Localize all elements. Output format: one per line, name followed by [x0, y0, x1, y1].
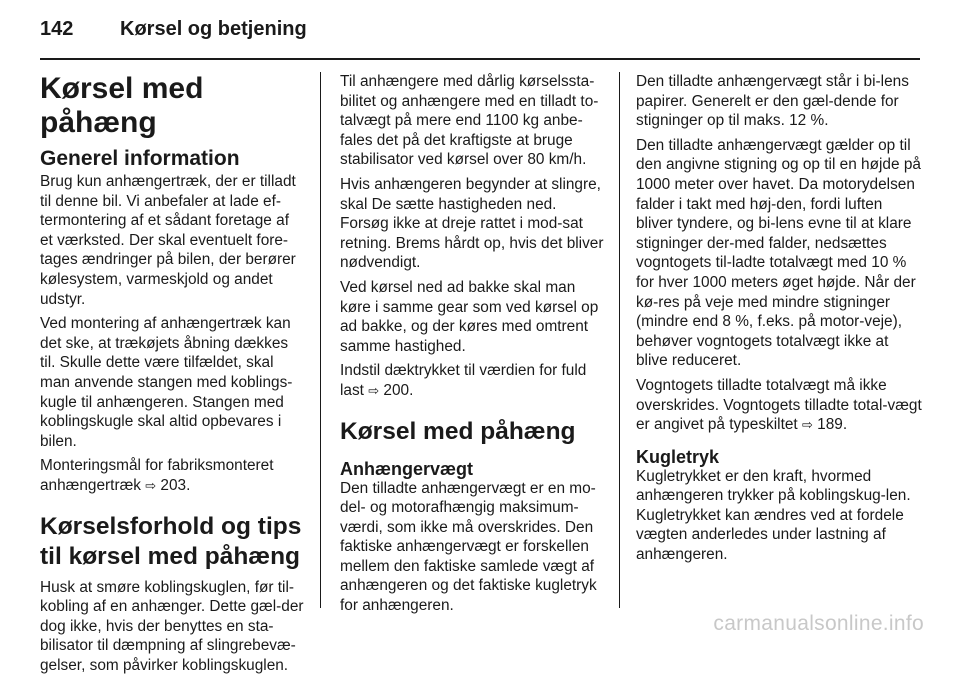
paragraph: Husk at smøre koblingskuglen, før til-kobling af en anhænger. Dette gæl-der dog ikke, hvis der benyttes en sta-bilisator til dæmpning af slingrebevæ-gelser, som påvirker koblingskuglen.: [40, 578, 304, 674]
paragraph: Ved montering af anhængertræk kan det ske, at trækøjets åbning dækkes til. Skulle dette være tilfældet, skal man anvende stangen med koblings-kugle til anhængeren. Stangen med koblingskugle skal altid opbevares i bilen.: [40, 315, 293, 450]
watermark: carmanualsonline.info: [713, 612, 924, 635]
subsection-title: Anhængervægt: [340, 458, 474, 479]
page-reference-arrow-icon: ⇨: [801, 417, 813, 433]
column-3: [636, 72, 922, 570]
column-divider-1: [320, 72, 321, 608]
paragraph-with-reference: [636, 376, 922, 435]
page-reference[interactable]: 200.: [383, 381, 414, 399]
paragraph-text: Indstil dæktrykket til værdien for fuld last: [340, 362, 587, 399]
column-divider-2: [619, 72, 620, 608]
paragraph: Til anhængere med dårlig kørselssta-bilitet og anhængere med en tilladt to-talvægt på mere end 1100 kg anbe-fales det på det kraftigste at bruge stabilisator ved kørsel over 80 km/h.: [340, 73, 599, 169]
column-2: [340, 72, 606, 621]
subsection-title: Generel information: [40, 147, 240, 170]
page-reference[interactable]: 203.: [160, 476, 191, 494]
paragraph: Hvis anhængeren begynder at slingre, skal De sætte hastigheden ned. Forsøg ikke at dreje rattet i mod-sat retning. Brems hårdt op, hvis det bliver nødvendigt.: [340, 175, 604, 272]
page-reference-arrow-icon: ⇨: [368, 382, 380, 398]
page-header: [40, 14, 920, 46]
paragraph: Den tilladte anhængervægt gælder op til den angivne stigning og op til en højde på 1000 meter over havet. Da motorydelsen falder i takt med høj-den, fordi luften bliver tyndere, og bi-lens evne til at klare stigninger der-med falder, nedsættes vogntogets til-ladte totalvægt med 10 % for hver 1000 meters øget højde. Når der kø-res på veje med mindre stigninger (mindre end 8 %, f.eks. på motor-veje), behøver vogntogets totalvægt ikke at blive reduceret.: [636, 136, 921, 370]
column-1: [40, 72, 306, 680]
paragraph-with-reference: [40, 456, 306, 495]
paragraph: Den tilladte anhængervægt står i bi-lens papirer. Generelt er den gæl-dende for stigninger op til maks. 12 %.: [636, 73, 909, 130]
paragraph-text: Vogntogets tilladte totalvægt må ikke overskrides. Vogntogets tilladte total-vægt er angivet på typeskiltet: [636, 376, 922, 434]
section-title: Kørsel med påhæng: [340, 417, 576, 445]
page-reference[interactable]: 189.: [817, 416, 848, 434]
subsection-title: Kugletryk: [636, 446, 720, 467]
paragraph: Ved kørsel ned ad bakke skal man køre i samme gear som ved kørsel op ad bakke, og der køres med omtrent samme hastighed.: [340, 278, 599, 355]
page-reference-arrow-icon: ⇨: [145, 477, 157, 493]
paragraph: Brug kun anhængertræk, der er tilladt til denne bil. Vi anbefaler at lade ef-termontering af et sådant foretage af et værksted. Der skal eventuelt fore-tages ændringer på bilen, der berører kølesystem, varmeskjold og andet udstyr.: [40, 173, 296, 308]
paragraph-with-reference: [340, 361, 606, 400]
section-title: Kørselsforhold og tips til kørsel med påhæng: [40, 512, 302, 570]
paragraph: Den tilladte anhængervægt er en mo-del- og motorafhængig maksimum-værdi, som ikke må overskrides. Den faktiske anhængervægt er forskellen mellem den faktiske samlede vægt af anhængeren og det faktiske kugletryk for anhængeren.: [340, 479, 597, 615]
chapter-title: Kørsel og betjening: [120, 18, 307, 40]
paragraph: Kugletrykket er den kraft, hvormed anhængeren trykker på koblingskug-len. Kugletrykket kan ændres ved at fordele vægten anderledes under lastning af anhængeren.: [636, 467, 911, 564]
paragraph-text: Monteringsmål for fabriksmonteret anhængertræk: [40, 457, 274, 494]
page-number: 142: [40, 18, 74, 40]
header-divider: [40, 58, 920, 60]
section-title: Kørsel med påhæng: [40, 72, 204, 139]
